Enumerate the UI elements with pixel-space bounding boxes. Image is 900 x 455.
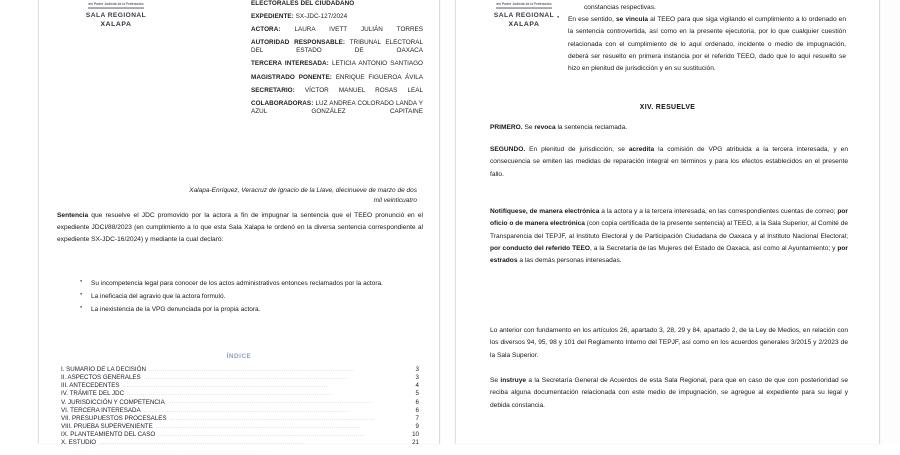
toc-leader-dots: ......................................................................................................... bbox=[70, 448, 277, 455]
resolution-point-primero bbox=[490, 122, 848, 134]
toc-entry[interactable] bbox=[61, 382, 419, 390]
segundo-pre: En plenitud de jurisdicción, se bbox=[525, 146, 629, 153]
page-gutter bbox=[440, 0, 455, 444]
toc-page-number: 9 bbox=[415, 422, 419, 430]
notif-bold2: por oficio o de manera electrónica bbox=[490, 208, 848, 228]
caption-row-secretario: SECRETARIO: VÍCTOR MANUEL ROSAS LEAL bbox=[251, 86, 423, 94]
caption-row-tercera: TERCERA INTERESADA: LETICIA ANTONIO SANTIAGO bbox=[251, 60, 423, 68]
segundo-verb: acredita bbox=[628, 146, 655, 153]
notif-seg4: a las demás personas interesadas. bbox=[517, 257, 622, 264]
toc-label: II. ASPECTOS GENERALES bbox=[61, 374, 141, 382]
index-title: ÍNDICE bbox=[226, 353, 252, 360]
segundo-post: la comisión de VPG atribuida a la tercera interesada, y en consecuencia se emiten las medidas de reparación integral en términos y para los efectos establecidos en el presente fallo. bbox=[490, 146, 848, 178]
toc-page-number: 5 bbox=[415, 390, 419, 398]
list-item bbox=[568, 14, 846, 75]
notif-seg3: , a la Secretaría de las Mujeres del Estado de Oaxaca, así como al Ayuntamiento; y bbox=[590, 244, 838, 252]
toc-entry[interactable] bbox=[61, 374, 419, 382]
seal-caption: del Poder Judicial de la Federación bbox=[496, 2, 551, 8]
caption-value-tercera: LETICIA ANTONIO SANTIAGO bbox=[331, 60, 423, 68]
seal-caption: del Poder Judicial de la Federación bbox=[88, 2, 143, 8]
list-item: ● Su incompetencia legal para conocer de los actos administrativos entonces reclamados por la actora. bbox=[91, 278, 423, 290]
caption-value-autoridad: TRIBUNAL ELECTORAL DEL ESTADO DE OAXACA bbox=[251, 39, 424, 55]
lead-paragraph bbox=[57, 210, 423, 246]
bullet-text-bold: se vincula bbox=[615, 16, 649, 23]
primero-post: la sentencia reclamada. bbox=[555, 124, 628, 131]
toc-entry-clipped bbox=[61, 447, 419, 455]
toc-page-number: 3 bbox=[415, 374, 419, 382]
page-right-margin bbox=[880, 0, 900, 444]
instruye-post: a la Secretaría General de Acuerdos de esta Sala Regional, para que en caso de que con posterioridad se reciba alguna documentación relacionada con este medio de impugnación, se agregue al expediente para su legal y debida constancia. bbox=[490, 377, 848, 409]
toc-leader-dots: ......................................................................................................... bbox=[122, 383, 328, 390]
caption-row-expediente: EXPEDIENTE: SX-JDC-127/2024 bbox=[251, 13, 348, 21]
segundo-label: SEGUNDO. bbox=[490, 146, 526, 153]
caption-row-autoridad: AUTORIDAD RESPONSABLE: TRIBUNAL ELECTORAL DEL ESTADO DE OAXACA bbox=[251, 39, 424, 55]
toc-entry[interactable] bbox=[61, 406, 419, 414]
toc-leader-dots: ......................................................................................................... bbox=[158, 431, 364, 438]
caption-row-colaboradoras: COLABORADORAS: LUZ ANDREA COLORADO LANDA Y AZUL GONZÁLEZ CAPITAINE bbox=[251, 99, 423, 115]
seal-line-xalapa: XALAPA bbox=[100, 21, 132, 29]
toc-leader-dots: ......................................................................................................... bbox=[99, 439, 305, 446]
toc-leader-dots: ......................................................................................................... bbox=[143, 407, 349, 414]
toc-page-number: 6 bbox=[415, 398, 419, 406]
list-item: ● La ineficacia del agravio que la actora formuló. bbox=[91, 291, 423, 303]
seal-line-sala-regional: SALA REGIONAL bbox=[85, 12, 147, 20]
instruction-paragraph bbox=[490, 375, 848, 412]
caption-value-colaboradoras: LUZ ANDREA COLORADO LANDA Y AZUL GONZÁLEZ CAPITAINE bbox=[251, 99, 423, 115]
toc-page-number: 3 bbox=[415, 366, 419, 374]
toc-entry[interactable] bbox=[61, 439, 419, 447]
seal-line-xalapa: XALAPA bbox=[508, 21, 540, 29]
toc-entry[interactable] bbox=[61, 390, 419, 398]
toc-label: X. ESTUDIO bbox=[61, 439, 97, 446]
caption-value-expediente: SX-JDC-127/2024 bbox=[295, 13, 348, 21]
table-of-contents bbox=[61, 366, 419, 455]
toc-label bbox=[61, 447, 68, 455]
case-caption-block bbox=[251, 0, 423, 121]
legal-basis-paragraph: Lo anterior con fundamento en los artículos 26, apartado 3, 28, 29 y 84, apartado 2, de la Ley de Medios, en relación con los diversos 94, 95, 98 y 101 del Reglamento Interno del TEPJF, así como en los acuerdos generales 3/2015 y 2/2023 de la Sala Superior. bbox=[490, 327, 848, 359]
toc-label: IV. TRÁMITE DEL JDC bbox=[61, 390, 125, 398]
section-heading-resuelve: XIV. RESUELVE bbox=[639, 104, 696, 111]
document-page-left bbox=[38, 0, 440, 455]
caption-value-actora: LAURA IVETT JULIÁN TORRES bbox=[294, 26, 423, 34]
toc-entry[interactable] bbox=[61, 398, 419, 406]
toc-label: I. SUMARIO DE LA DECISIÓN bbox=[61, 366, 146, 374]
lead-paragraph-keyword: Sentencia bbox=[57, 212, 89, 219]
bullet-text-pre: En ese sentido, bbox=[568, 16, 616, 23]
toc-leader-dots: ......................................................................................................... bbox=[148, 367, 355, 374]
caption-value-magistrado: ENRIQUE FIGUEROA ÁVILA bbox=[335, 73, 423, 81]
toc-page-number: 4 bbox=[415, 382, 419, 390]
toc-leader-dots: ......................................................................................................... bbox=[143, 375, 349, 382]
vinculacion-bullet-list bbox=[552, 14, 846, 75]
resolution-point-segundo bbox=[490, 144, 848, 181]
lead-paragraph-text: que resuelve el JDC promovido por la actora a fin de impugnar la sentencia que el TEEO pronunció en el expediente JDCI/88/2023 (en cumplimiento a lo que esta Sala Xalapa le ordenó en la diversa sentencia correspondiente al expediente SX-JDC-16/2024) y mediante la cual declaró: bbox=[57, 212, 423, 243]
notif-bold3: por conducto del referido TEEO bbox=[490, 244, 591, 252]
place-and-date-line: Xalapa-Enríquez, Veracruz de Ignacio de la Llave, diecinueve de marzo de dos mil veinticuatro bbox=[189, 187, 417, 205]
list-item: ● La inexistencia de la VPG denunciada por la propia actora. bbox=[91, 304, 423, 316]
toc-page-number: 7 bbox=[415, 414, 419, 422]
toc-entry[interactable] bbox=[61, 423, 419, 431]
notif-seg2: (con copia certificada de la presente sentencia) al TEEO, a la Sala Superior, al Comité de Transparencia del TEPJF, al Instituto Electoral y de Participación Ciudadana de Oaxaca y al Instituto Nacional Electoral; bbox=[490, 220, 848, 240]
toc-label: VIII. PRUEBA SUPERVENIENTE bbox=[61, 422, 153, 430]
toc-label: IX. PLANTEAMIENTO DEL CASO bbox=[61, 430, 156, 438]
caption-row-magistrado: MAGISTRADO PONENTE: ENRIQUE FIGUEROA ÁVILA bbox=[251, 73, 423, 81]
seal-line-sala-regional: SALA REGIONAL bbox=[493, 12, 555, 20]
toc-page-number bbox=[417, 447, 419, 455]
toc-leader-dots: ......................................................................................................... bbox=[167, 399, 373, 406]
notif-lead: Notifíquese, de manera electrónica bbox=[490, 208, 600, 215]
toc-leader-dots: ......................................................................................................... bbox=[169, 415, 375, 422]
tepjf-seal-left bbox=[56, 0, 176, 28]
caption-value-secretario: VÍCTOR MANUEL ROSAS LEAL bbox=[304, 86, 423, 94]
document-page-right bbox=[455, 0, 880, 444]
toc-label: VII. PRESUPUESTOS PROCESALES bbox=[61, 414, 167, 422]
primero-label: PRIMERO. bbox=[490, 124, 523, 131]
toc-page-number: 6 bbox=[415, 406, 419, 414]
primero-verb: revoca bbox=[534, 124, 556, 131]
toc-label: VI. TERCERA INTERESADA bbox=[61, 406, 141, 414]
declaration-bullet-list bbox=[57, 278, 423, 317]
notif-bold4: por estrados bbox=[490, 244, 848, 264]
toc-page-number: 21 bbox=[412, 439, 419, 446]
toc-entry[interactable] bbox=[61, 415, 419, 423]
toc-leader-dots: ......................................................................................................... bbox=[155, 423, 361, 430]
notification-paragraph bbox=[490, 206, 848, 267]
caption-row-actora: ACTORA: LAURA IVETT JULIÁN TORRES bbox=[251, 26, 423, 34]
instruye-verb: instruye bbox=[500, 377, 527, 384]
toc-label: III. ANTECEDENTES bbox=[61, 382, 120, 390]
caption-header-continuation: ELECTORALES DEL CIUDADANO bbox=[251, 0, 355, 7]
bullet-text-post: al TEEO para que siga vigilando el cumplimiento a lo ordenado en la sentencia controvertida, así como en la presente ejecutoria, por lo que cualquier cuestión relacionada con el cumplimiento de lo aquí ordenado, incidente o medio de impugnación, deberá ser resuelto en primera instancia por el referido TEEO, dado que lo aquí resuelto se hizo en plenitud de jurisdicción y en su sustitución. bbox=[568, 16, 847, 72]
notif-seg1: a la actora y a la tercera interesada, en las correspondientes cuentas de correo; bbox=[599, 208, 838, 215]
primero-pre: Se bbox=[522, 124, 535, 131]
toc-page-number: 10 bbox=[412, 430, 419, 438]
toc-entry[interactable] bbox=[61, 366, 419, 374]
toc-entry[interactable] bbox=[61, 431, 419, 439]
toc-leader-dots: ......................................................................................................... bbox=[127, 391, 333, 398]
instruye-pre: Se bbox=[490, 377, 501, 384]
continuation-line: constancias respectivas. bbox=[584, 4, 656, 11]
toc-label: V. JURISDICCIÓN Y COMPETENCIA bbox=[61, 398, 165, 406]
